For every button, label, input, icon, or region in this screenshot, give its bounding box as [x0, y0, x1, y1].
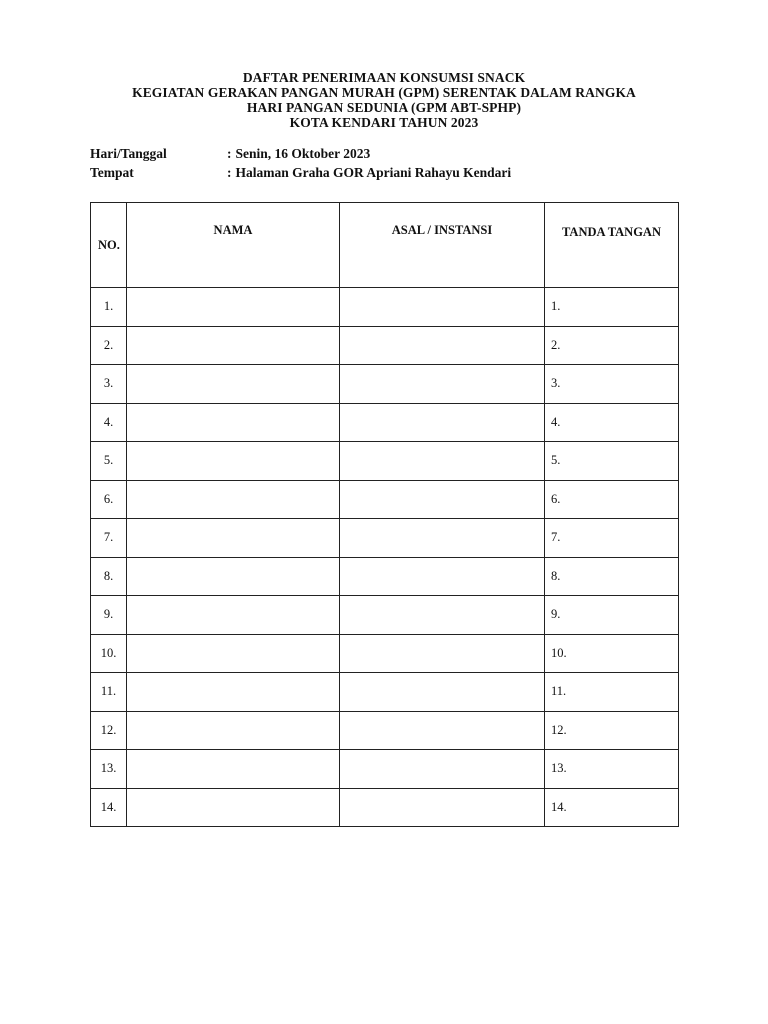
- table-row: [91, 750, 679, 789]
- signature-cell[interactable]: 8.: [545, 557, 679, 596]
- table-row: [91, 596, 679, 635]
- name-cell[interactable]: [127, 480, 340, 519]
- table-body: [91, 288, 679, 827]
- attendance-table: [90, 202, 679, 827]
- row-number-cell: 14.: [91, 788, 127, 827]
- name-cell[interactable]: [127, 442, 340, 481]
- document-header: [0, 70, 768, 130]
- place-value-wrap: [227, 165, 511, 181]
- table-row: [91, 288, 679, 327]
- signature-cell[interactable]: 14.: [545, 788, 679, 827]
- document-subtitle-1: KEGIATAN GERAKAN PANGAN MURAH (GPM) SERENTAK DALAM RANGKA: [132, 85, 636, 100]
- table-row: [91, 788, 679, 827]
- institution-cell[interactable]: [340, 403, 545, 442]
- name-cell[interactable]: [127, 711, 340, 750]
- signature-cell[interactable]: 11.: [545, 673, 679, 712]
- document-title: DAFTAR PENERIMAAN KONSUMSI SNACK: [242, 70, 526, 85]
- signature-cell[interactable]: 9.: [545, 596, 679, 635]
- place-label: Tempat: [90, 165, 134, 180]
- document-subtitle-2: HARI PANGAN SEDUNIA (GPM ABT-SPHP): [246, 100, 522, 115]
- row-number-cell: 10.: [91, 634, 127, 673]
- row-number-cell: 7.: [91, 519, 127, 558]
- table-row: [91, 673, 679, 712]
- document-subtitle-3: KOTA KENDARI TAHUN 2023: [289, 115, 479, 130]
- name-cell[interactable]: [127, 365, 340, 404]
- institution-cell[interactable]: [340, 519, 545, 558]
- row-number-cell: 5.: [91, 442, 127, 481]
- institution-cell[interactable]: [340, 750, 545, 789]
- row-number-cell: 8.: [91, 557, 127, 596]
- table-row: [91, 519, 679, 558]
- signature-cell[interactable]: 2.: [545, 326, 679, 365]
- institution-cell[interactable]: [340, 557, 545, 596]
- column-header-tanda-tangan: TANDA TANGAN: [545, 203, 679, 288]
- signature-cell[interactable]: 4.: [545, 403, 679, 442]
- institution-cell[interactable]: [340, 596, 545, 635]
- signature-cell[interactable]: 12.: [545, 711, 679, 750]
- column-header-no: NO.: [91, 203, 127, 288]
- table-row: [91, 480, 679, 519]
- separator: :: [227, 146, 232, 161]
- column-header-asal: ASAL / INSTANSI: [340, 203, 545, 288]
- separator: :: [227, 165, 232, 180]
- date-value: Senin, 16 Oktober 2023: [235, 146, 371, 161]
- table-row: [91, 634, 679, 673]
- name-cell[interactable]: [127, 326, 340, 365]
- table-row: [91, 711, 679, 750]
- institution-cell[interactable]: [340, 711, 545, 750]
- table-row: [91, 442, 679, 481]
- signature-cell[interactable]: 13.: [545, 750, 679, 789]
- signature-cell[interactable]: 7.: [545, 519, 679, 558]
- signature-cell[interactable]: 10.: [545, 634, 679, 673]
- place-value: Halaman Graha GOR Apriani Rahayu Kendari: [235, 165, 512, 180]
- institution-cell[interactable]: [340, 673, 545, 712]
- name-cell[interactable]: [127, 750, 340, 789]
- institution-cell[interactable]: [340, 288, 545, 327]
- signature-cell[interactable]: 6.: [545, 480, 679, 519]
- name-cell[interactable]: [127, 634, 340, 673]
- table-row: [91, 403, 679, 442]
- institution-cell[interactable]: [340, 365, 545, 404]
- signature-cell[interactable]: 5.: [545, 442, 679, 481]
- table-row: [91, 557, 679, 596]
- date-value-wrap: [227, 146, 370, 162]
- name-cell[interactable]: [127, 403, 340, 442]
- name-cell[interactable]: [127, 673, 340, 712]
- row-number-cell: 12.: [91, 711, 127, 750]
- institution-cell[interactable]: [340, 480, 545, 519]
- signature-cell[interactable]: 1.: [545, 288, 679, 327]
- table-header-row: [91, 203, 679, 288]
- name-cell[interactable]: [127, 596, 340, 635]
- row-number-cell: 9.: [91, 596, 127, 635]
- name-cell[interactable]: [127, 557, 340, 596]
- row-number-cell: 6.: [91, 480, 127, 519]
- date-label: Hari/Tanggal: [90, 146, 167, 161]
- table-row: [91, 326, 679, 365]
- table-row: [91, 365, 679, 404]
- row-number-cell: 1.: [91, 288, 127, 327]
- row-number-cell: 2.: [91, 326, 127, 365]
- institution-cell[interactable]: [340, 442, 545, 481]
- row-number-cell: 4.: [91, 403, 127, 442]
- name-cell[interactable]: [127, 519, 340, 558]
- column-header-nama: NAMA: [127, 203, 340, 288]
- institution-cell[interactable]: [340, 326, 545, 365]
- institution-cell[interactable]: [340, 788, 545, 827]
- row-number-cell: 11.: [91, 673, 127, 712]
- name-cell[interactable]: [127, 288, 340, 327]
- row-number-cell: 3.: [91, 365, 127, 404]
- institution-cell[interactable]: [340, 634, 545, 673]
- signature-cell[interactable]: 3.: [545, 365, 679, 404]
- row-number-cell: 13.: [91, 750, 127, 789]
- name-cell[interactable]: [127, 788, 340, 827]
